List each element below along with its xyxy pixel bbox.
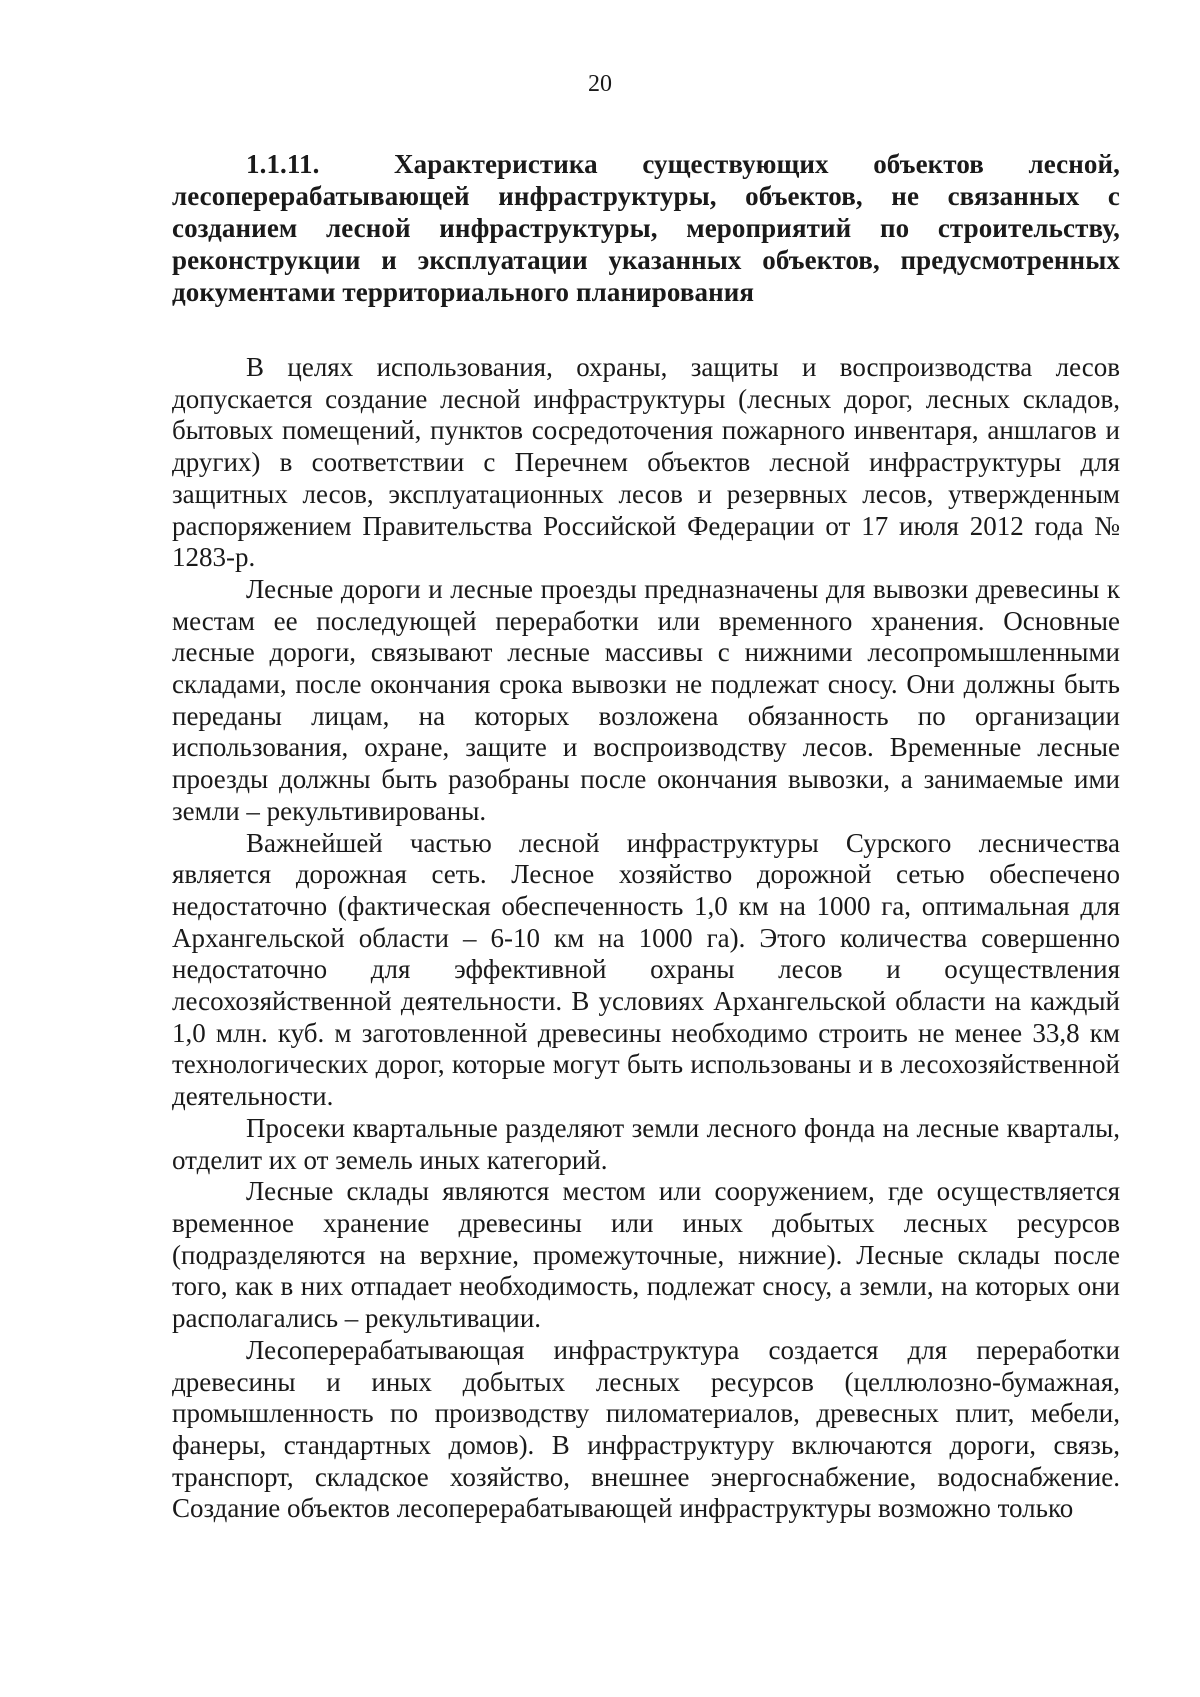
paragraph-2: Лесные дороги и лесные проезды предназначены для вывозки древесины к местам ее последующей переработки или временного хранения. Основные лесные дороги, связывают лесные массивы с нижними лесопромышленными складами, после окончания срока вывозки не подлежат сносу. Они должны быть переданы лицам, на которых возложена обязанность по организации использования, охране, защите и воспроизводству лесов. Временные лесные проезды должны быть разобраны после окончания вывозки, а занимаемые ими земли – рекультивированы.	[172, 573, 1120, 826]
document-body	[172, 148, 1120, 1525]
paragraph-4: Просеки квартальные разделяют земли лесного фонда на лесные кварталы, отделит их от земель иных категорий.	[172, 1112, 1120, 1175]
paragraph-3: Важнейшей частью лесной инфраструктуры Сурского лесничества является дорожная сеть. Лесное хозяйство дорожной сетью обеспечено недостаточно (фактическая обеспеченность 1,0 км на 1000 га, оптимальная для Архангельской области – 6-10 км на 1000 га). Этого количества совершенно недостаточно для эффективной охраны лесов и осуществления лесохозяйственной деятельности. В условиях Архангельской области на каждый 1,0 млн. куб. м заготовленной древесины необходимо строить не менее 33,8 км технологических дорог, которые могут быть использованы и в лесохозяйственной деятельности.	[172, 827, 1120, 1112]
section-number: 1.1.11.	[246, 149, 320, 179]
paragraph-1: В целях использования, охраны, защиты и воспроизводства лесов допускается создание лесной инфраструктуры (лесных дорог, лесных складов, бытовых помещений, пунктов сосредоточения пожарного инвентаря, аншлагов и других) в соответствии с Перечнем объектов лесной инфраструктуры для защитных лесов, эксплуатационных лесов и резервных лесов, утвержденным распоряжением Правительства Российской Федерации от 17 июля 2012 года № 1283-р.	[172, 352, 1120, 573]
paragraph-5: Лесные склады являются местом или сооружением, где осуществляется временное хранение древесины или иных добытых лесных ресурсов (подразделяются на верхние, промежуточные, нижние). Лесные склады после того, как в них отпадает необходимость, подлежат сносу, а земли, на которых они располагались – рекультивации.	[172, 1176, 1120, 1334]
section-heading	[172, 148, 1120, 308]
page-number: 20	[588, 71, 612, 97]
section-title: Характеристика существующих объектов лесной, лесоперерабатывающей инфраструктуры, объектов, не связанных с созданием лесной инфраструктуры, мероприятий по строительству, реконструкции и эксплуатации указанных объектов, предусмотренных документами территориального планирования	[172, 149, 1120, 307]
paragraph-6: Лесоперерабатывающая инфраструктура создается для переработки древесины и иных добытых лесных ресурсов (целлюлозно-бумажная, промышленность по производству пиломатериалов, древесных плит, мебели, фанеры, стандартных домов). В инфраструктуру включаются дороги, связь, транспорт, складское хозяйство, внешнее энергоснабжение, водоснабжение. Создание объектов лесоперерабатывающей инфраструктуры возможно только	[172, 1334, 1120, 1524]
